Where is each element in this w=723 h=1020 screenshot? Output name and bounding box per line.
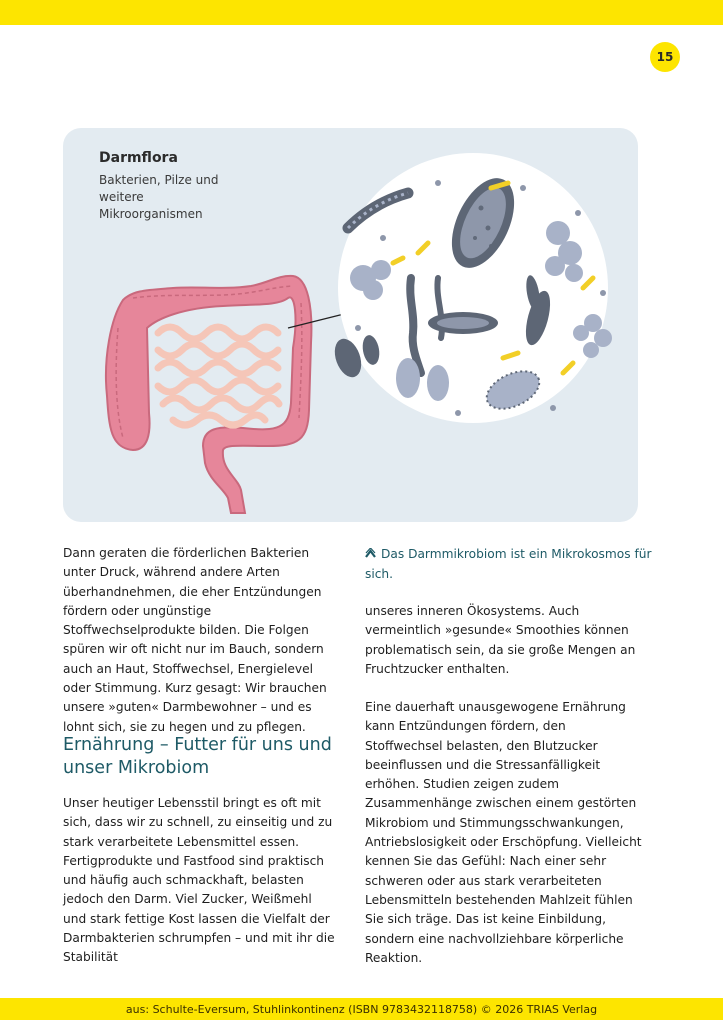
figure-subtitle: Bakterien, Pilze und weitere Mikroorganismen xyxy=(99,173,219,221)
microbiome-circle xyxy=(330,153,612,423)
intestine-illustration xyxy=(106,276,311,513)
footer-citation: aus: Schulte-Eversum, Stuhlinkontinenz (ISBN 9783432118758) © 2026 TRIAS Verlag xyxy=(125,1002,598,1016)
left-paragraph-2 xyxy=(63,794,338,968)
right-paragraph-1 xyxy=(365,602,645,679)
caret-up-icon xyxy=(365,545,378,565)
top-color-bar xyxy=(0,0,723,25)
paragraph-text: Dann geraten die förderlichen Bakterien unter Druck, während andere Arten überhandnehmen, die eher Entzündungen fördern oder ungünstige Stoffwechselprodukte bilden. Die Folgen spüren wir oft nicht nur im Bauch, sondern auch an Haut, Stoffwechsel, Energielevel oder Stimmung. Kurz gesagt: Wir brauchen unsere »guten« Darmbewohner – und es lohnt sich, sie zu hegen und zu pflegen. xyxy=(63,546,327,734)
figure-title: Darmflora xyxy=(99,150,178,166)
section-heading: Ernährung – Futter für uns und unser Mikrobiom xyxy=(63,735,332,778)
figure-caption xyxy=(365,545,655,584)
caption-text: Das Darmmikrobiom ist ein Mikrokosmos für sich. xyxy=(365,547,652,581)
page-number-badge: 15 xyxy=(650,42,680,72)
right-paragraph-2 xyxy=(365,698,645,968)
footer-bar xyxy=(0,998,723,1020)
paragraph-text: unseres inneren Ökosystems. Auch vermeintlich »gesunde« Smoothies können problematisch sein, da sie große Mengen an Fruchtzucker enthalten. xyxy=(365,604,636,676)
left-paragraph-1 xyxy=(63,544,338,737)
paragraph-text: Eine dauerhaft unausgewogene Ernährung kann Entzündungen fördern, den Stoffwechsel belasten, den Blutzucker beeinflussen und die Stressanfälligkeit erhöhen. Studien zeigen zudem Zusammenhänge zwischen einem gestörten Mikrobiom und Stimmungsschwankungen, Antriebslosigkeit oder Erschöpfung. Vielleicht kennen Sie das Gefühl: Nach einer sehr schweren oder aus stark verarbeiteten Lebensmitteln bestehenden Mahlzeit fühlen Sie sich träge. Das ist keine Einbildung, sondern eine nachvollziehbare körperliche Reaktion. xyxy=(365,700,642,965)
paragraph-text: Unser heutiger Lebensstil bringt es oft mit sich, dass wir zu schnell, zu einseitig und zu stark verarbeitete Lebensmittel essen. Fertigprodukte und Fastfood sind praktisch und häufig auch schmackhaft, belasten jedoch den Darm. Viel Zucker, Weißmehl und stark fettige Kost lassen die Vielfalt der Darmbakterien schrumpfen – und mit ihr die Stabilität xyxy=(63,796,335,965)
figure-panel xyxy=(63,128,638,522)
